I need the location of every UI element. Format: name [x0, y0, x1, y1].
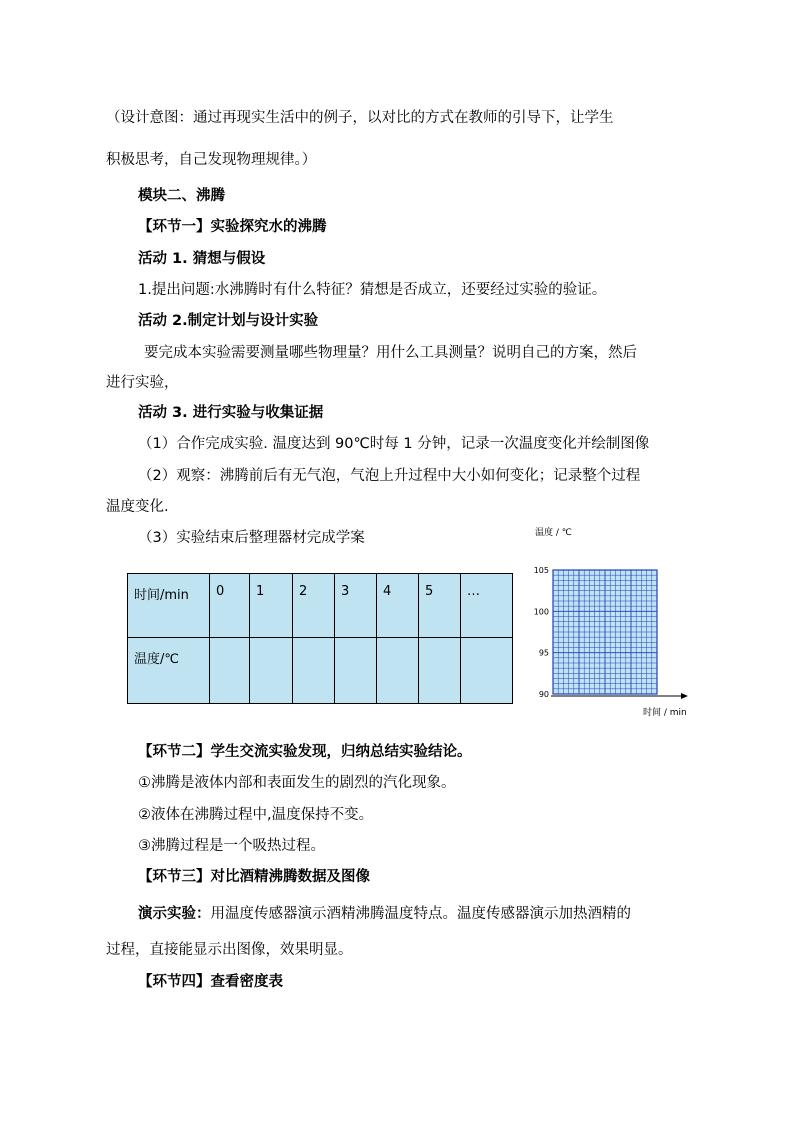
- table-cell: [250, 638, 293, 704]
- table-cell: [461, 638, 513, 704]
- demo-line-1: [138, 904, 631, 924]
- temperature-graph: [525, 518, 695, 718]
- conclusion-3: ③沸腾过程是一个吸热过程。: [138, 838, 325, 854]
- table-cell: [335, 638, 377, 704]
- step3-item-3: （3）实验结束后整理器材完成学案: [138, 530, 365, 546]
- table-row-temperature: [128, 638, 513, 704]
- module-two-heading: 模块二、沸腾: [138, 188, 225, 204]
- table-cell: 5: [419, 574, 461, 638]
- activity-one-heading: 活动 1. 猜想与假设: [138, 251, 266, 267]
- activity-three-heading: 活动 3. 进行实验与收集证据: [138, 405, 324, 421]
- demo-text: 用温度传感器演示酒精沸腾温度特点。温度传感器演示加热酒精的: [210, 906, 631, 922]
- step-two-heading: 【环节二】学生交流实验发现，归纳总结实验结论。: [138, 744, 472, 760]
- graph-ylabel: 温度 / ℃: [535, 528, 572, 538]
- y-tick-label: 95: [538, 648, 549, 658]
- table-row-time: [128, 574, 513, 638]
- x-axis-arrow-icon: [681, 693, 688, 699]
- table-cell: 4: [377, 574, 419, 638]
- table-cell: [293, 638, 335, 704]
- table-cell: 0: [210, 574, 250, 638]
- design-intent-line-1: （设计意图：通过再现实生活中的例子，以对比的方式在教师的引导下，让学生: [106, 110, 614, 126]
- conclusion-1: ①沸腾是液体内部和表面发生的剧烈的汽化现象。: [138, 775, 456, 791]
- design-intent-line-2: 积极思考，自己发现物理规律。）: [106, 152, 317, 168]
- table-cell: [377, 638, 419, 704]
- demo-line-2: 过程，直接能显示出图像，效果明显。: [106, 942, 353, 958]
- y-tick-label: 100: [533, 607, 549, 617]
- demo-label: 演示实验：: [138, 906, 211, 922]
- table-cell: 时间/min: [128, 574, 210, 638]
- plan-line-2: 进行实验，: [106, 375, 179, 391]
- conclusion-2: ②液体在沸腾过程中,温度保持不变。: [138, 807, 374, 823]
- table-cell: [210, 638, 250, 704]
- step-four-heading: 【环节四】查看密度表: [138, 974, 283, 990]
- graph-ticks: [534, 566, 549, 699]
- table-cell: 3: [335, 574, 377, 638]
- data-table: [127, 573, 513, 704]
- step-one-heading: 【环节一】实验探究水的沸腾: [138, 219, 327, 235]
- graph-xlabel: 时间 / min: [643, 708, 687, 718]
- y-tick-label: 105: [533, 566, 549, 575]
- step3-item-2a: （2）观察：沸腾前后有无气泡，气泡上升过程中大小如何变化；记录整个过程: [138, 468, 641, 484]
- step-three-heading: 【环节三】对比酒精沸腾数据及图像: [138, 869, 370, 885]
- table-cell: 1: [250, 574, 293, 638]
- plan-line-1: 要完成本实验需要测量哪些物理量？用什么工具测量？说明自己的方案，然后: [144, 345, 637, 361]
- table-cell: 2: [293, 574, 335, 638]
- step3-item-2b: 温度变化.: [106, 499, 169, 515]
- table-cell: …: [461, 574, 513, 638]
- activity-two-heading: 活动 2.制定计划与设计实验: [138, 313, 319, 329]
- table-cell: [419, 638, 461, 704]
- step3-item-1: （1）合作完成实验. 温度达到 90℃时每 1 分钟，记录一次温度变化并绘制图像: [138, 436, 650, 452]
- question-text: 1.提出问题:水沸腾时有什么特征？猜想是否成立，还要经过实验的验证。: [138, 282, 607, 298]
- graph-grid: [553, 570, 657, 694]
- table-cell: 温度/℃: [128, 638, 210, 704]
- y-tick-label: 90: [538, 690, 549, 699]
